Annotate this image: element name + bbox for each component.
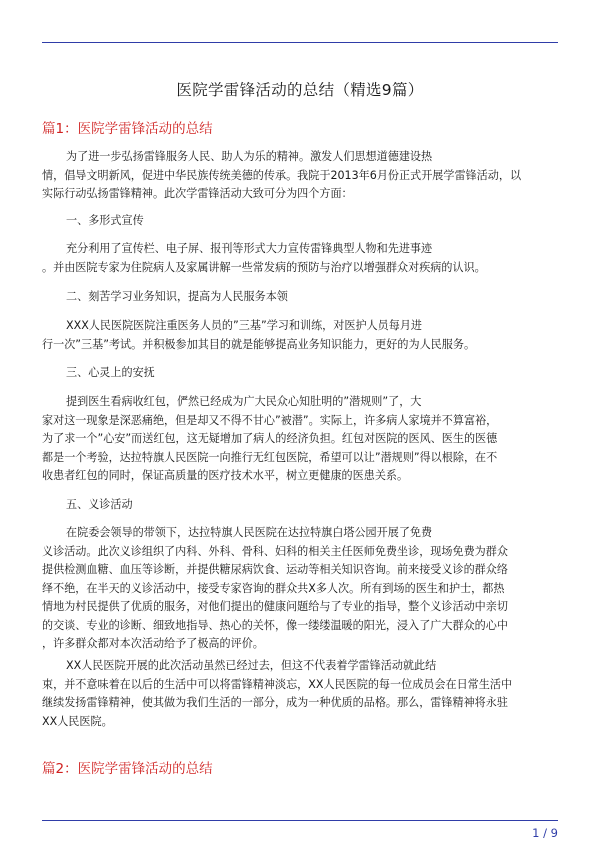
subheading-4: 五、义诊活动 xyxy=(66,498,133,511)
text-line: 的交谈、专业的诊断、细致地指导、热心的关怀，像一缕缕温暖的阳光，浸入了广大群众的心中 xyxy=(42,618,508,632)
section-heading-1: 篇1：医院学雷锋活动的总结 xyxy=(42,121,213,137)
text-line: 收患者红包的同时，保证高质量的医疗技术水平，树立更健康的医患关系。 xyxy=(42,469,409,482)
paragraph-intro xyxy=(42,148,521,204)
document-title: 医院学雷锋活动的总结（精选9篇） xyxy=(176,81,424,99)
paragraph-conclusion xyxy=(42,657,512,731)
footer-rule xyxy=(42,820,558,821)
text-line: 行一次”三基”考试。并积极参加其目的就是能够提高业务知识能力，更好的为人民服务。 xyxy=(42,337,476,351)
text-line: 为了求一个”心安”而送红包，这无疑增加了病人的经济负担。红包对医院的医风、医生的医德 xyxy=(42,432,498,445)
text-line: 束，并不意味着在以后的生活中可以将雷锋精神淡忘，XX人民医院的每一位成员会在日常生活中 xyxy=(42,677,513,691)
text-line: XX人民医院开展的此次活动虽然已经过去，但这不代表着学雷锋活动就此结 xyxy=(66,659,437,672)
paragraph-comfort xyxy=(42,393,497,486)
text-line: 。并由医院专家为住院病人及家属讲解一些常发病的预防与治疗以增强群众对疾病的认识。 xyxy=(42,260,486,274)
section-heading-2: 篇2：医院学雷锋活动的总结 xyxy=(42,761,213,777)
page-number: 1 / 9 xyxy=(532,826,558,840)
subheading-2: 二、刻苦学习业务知识，提高为人民服务本领 xyxy=(66,290,288,303)
text-line: 家对这一现象是深恶痛绝，但是却又不得不甘心”被潜”。实际上，许多病人家境并不算富裕， xyxy=(42,413,498,427)
paragraph-publicity xyxy=(42,240,486,277)
text-line: 在院委会领导的带领下，达拉特旗人民医院在达拉特旗白塔公园开展了免费 xyxy=(66,526,433,539)
subheading-3: 三、心灵上的安抚 xyxy=(66,366,155,379)
text-line: 继续发扬雷锋精神，使其做为我们生活的一部分，成为一种优质的品格。那么，雷锋精神将永驻 xyxy=(42,696,508,709)
text-line: 义诊活动。此次义诊组织了内科、外科、骨科、妇科的相关主任医师免费坐诊，现场免费为群众 xyxy=(42,544,508,558)
paragraph-clinic xyxy=(42,524,508,654)
subheading-1: 一、多形式宣传 xyxy=(66,214,144,227)
paragraph-study xyxy=(42,317,475,354)
text-line: 情，倡导文明新风，促进中华民族传统美德的传承。我院于2013年6月份正式开展学雷锋活动，以 xyxy=(42,168,522,182)
text-line: 绎不绝，在半天的义诊活动中，接受专家咨询的群众共X多人次。所有到场的医生和护士，都热 xyxy=(42,581,505,595)
text-line: 提到医生看病收红包，俨然已经成为广大民众心知肚明的”潜规则”了，大 xyxy=(66,395,422,408)
text-line: XX人民医院。 xyxy=(42,714,113,728)
text-line: 实际行动弘扬雷锋精神。此次学雷锋活动大致可分为四个方面： xyxy=(42,187,353,200)
text-line: 情地为村民提供了优质的服务，对他们提出的健康问题给与了专业的指导，整个义诊活动中亲切 xyxy=(42,600,508,613)
text-line: 提供检测血糖、血压等诊断，并提供糖尿病饮食、运动等相关知识咨询。前来接受义诊的群众络 xyxy=(42,563,508,576)
text-line: ，许多群众都对本次活动给予了极高的评价。 xyxy=(42,637,264,650)
text-line: 为了进一步弘扬雷锋服务人民、助人为乐的精神。激发人们思想道德建设热 xyxy=(66,150,433,163)
text-line: XXX人民医院医院注重医务人员的”三基”学习和训练，对医护人员每月进 xyxy=(66,319,423,332)
text-line: 充分利用了宣传栏、电子屏、报刊等形式大力宣传雷锋典型人物和先进事迹 xyxy=(66,242,433,255)
header-rule xyxy=(42,42,558,43)
text-line: 都是一个考验，达拉特旗人民医院一向推行无红包医院，希望可以让”潜规则”得以根除，在不 xyxy=(42,450,498,464)
